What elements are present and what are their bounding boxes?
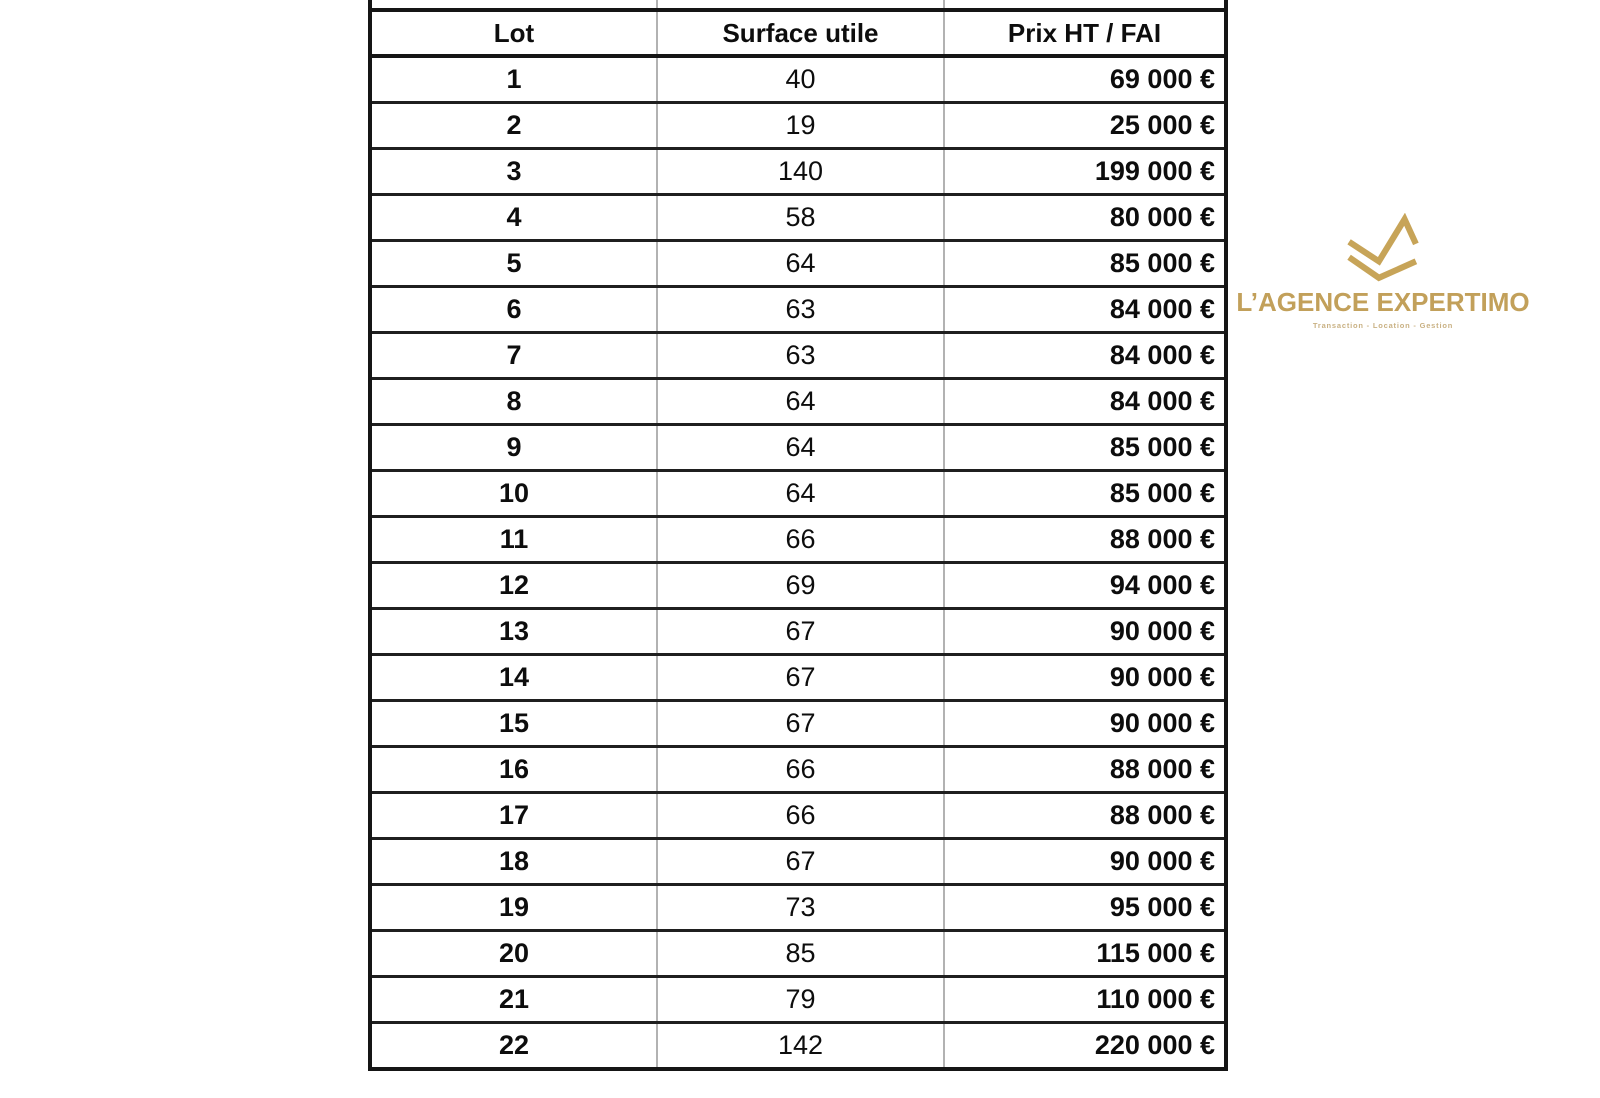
cell-prix: 85 000 € — [944, 425, 1226, 471]
table-head — [370, 0, 1226, 56]
cell-surface: 66 — [657, 747, 944, 793]
cell-prix: 90 000 € — [944, 655, 1226, 701]
cell-lot: 18 — [370, 839, 657, 885]
table-row — [370, 103, 1226, 149]
price-table-section — [368, 0, 1228, 1071]
cell-lot: 13 — [370, 609, 657, 655]
price-table — [368, 0, 1228, 1071]
cell-prix: 88 000 € — [944, 747, 1226, 793]
cell-lot: 2 — [370, 103, 657, 149]
cell-prix: 90 000 € — [944, 701, 1226, 747]
table-row — [370, 655, 1226, 701]
table-top-partial-cell — [657, 0, 944, 10]
table-row — [370, 517, 1226, 563]
cell-prix: 80 000 € — [944, 195, 1226, 241]
cell-lot: 3 — [370, 149, 657, 195]
cell-surface: 142 — [657, 1023, 944, 1070]
table-row — [370, 701, 1226, 747]
table-row — [370, 931, 1226, 977]
table-row — [370, 747, 1226, 793]
cell-prix: 110 000 € — [944, 977, 1226, 1023]
cell-surface: 64 — [657, 425, 944, 471]
table-row — [370, 609, 1226, 655]
cell-surface: 66 — [657, 517, 944, 563]
logo-zigzag-chevron-icon — [1346, 213, 1420, 283]
cell-prix: 25 000 € — [944, 103, 1226, 149]
table-top-partial-cell — [370, 0, 657, 10]
cell-lot: 11 — [370, 517, 657, 563]
cell-lot: 6 — [370, 287, 657, 333]
cell-surface: 64 — [657, 241, 944, 287]
cell-surface: 67 — [657, 655, 944, 701]
cell-lot: 8 — [370, 379, 657, 425]
table-header-row — [370, 10, 1226, 56]
cell-surface: 40 — [657, 56, 944, 103]
cell-prix: 85 000 € — [944, 241, 1226, 287]
cell-prix: 90 000 € — [944, 609, 1226, 655]
cell-lot: 1 — [370, 56, 657, 103]
cell-surface: 140 — [657, 149, 944, 195]
cell-surface: 19 — [657, 103, 944, 149]
cell-surface: 79 — [657, 977, 944, 1023]
table-row — [370, 1023, 1226, 1070]
cell-prix: 88 000 € — [944, 793, 1226, 839]
table-row — [370, 56, 1226, 103]
cell-surface: 67 — [657, 609, 944, 655]
table-top-partial-row — [370, 0, 1226, 10]
table-row — [370, 287, 1226, 333]
table-body — [370, 56, 1226, 1069]
cell-surface: 63 — [657, 287, 944, 333]
cell-lot: 14 — [370, 655, 657, 701]
cell-lot: 17 — [370, 793, 657, 839]
table-row — [370, 241, 1226, 287]
cell-prix: 88 000 € — [944, 517, 1226, 563]
cell-surface: 64 — [657, 379, 944, 425]
cell-lot: 12 — [370, 563, 657, 609]
table-row — [370, 793, 1226, 839]
col-header-prix: Prix HT / FAI — [944, 10, 1226, 56]
table-row — [370, 885, 1226, 931]
table-row — [370, 149, 1226, 195]
cell-prix: 90 000 € — [944, 839, 1226, 885]
cell-surface: 66 — [657, 793, 944, 839]
cell-prix: 84 000 € — [944, 287, 1226, 333]
cell-prix: 94 000 € — [944, 563, 1226, 609]
cell-lot: 20 — [370, 931, 657, 977]
table-row — [370, 977, 1226, 1023]
cell-lot: 21 — [370, 977, 657, 1023]
cell-lot: 4 — [370, 195, 657, 241]
cell-lot: 5 — [370, 241, 657, 287]
cell-lot: 7 — [370, 333, 657, 379]
table-top-partial-cell — [944, 0, 1226, 10]
table-row — [370, 379, 1226, 425]
cell-surface: 73 — [657, 885, 944, 931]
cell-lot: 16 — [370, 747, 657, 793]
logo-tagline: Transaction - Location - Gestion — [1312, 321, 1454, 330]
cell-prix: 95 000 € — [944, 885, 1226, 931]
col-header-lot: Lot — [370, 10, 657, 56]
cell-prix: 69 000 € — [944, 56, 1226, 103]
table-row — [370, 563, 1226, 609]
cell-surface: 85 — [657, 931, 944, 977]
cell-prix: 84 000 € — [944, 379, 1226, 425]
table-row — [370, 333, 1226, 379]
cell-surface: 64 — [657, 471, 944, 517]
col-header-surface: Surface utile — [657, 10, 944, 56]
cell-lot: 22 — [370, 1023, 657, 1070]
cell-prix: 115 000 € — [944, 931, 1226, 977]
cell-lot: 9 — [370, 425, 657, 471]
table-row — [370, 839, 1226, 885]
cell-prix: 220 000 € — [944, 1023, 1226, 1070]
cell-lot: 15 — [370, 701, 657, 747]
table-row — [370, 425, 1226, 471]
agency-logo — [1222, 213, 1544, 330]
cell-surface: 67 — [657, 839, 944, 885]
table-row — [370, 471, 1226, 517]
cell-lot: 19 — [370, 885, 657, 931]
cell-prix: 85 000 € — [944, 471, 1226, 517]
cell-prix: 199 000 € — [944, 149, 1226, 195]
table-row — [370, 195, 1226, 241]
cell-lot: 10 — [370, 471, 657, 517]
cell-prix: 84 000 € — [944, 333, 1226, 379]
cell-surface: 67 — [657, 701, 944, 747]
logo-wordmark: L’AGENCE EXPERTIMO — [1236, 287, 1530, 317]
cell-surface: 58 — [657, 195, 944, 241]
cell-surface: 69 — [657, 563, 944, 609]
cell-surface: 63 — [657, 333, 944, 379]
